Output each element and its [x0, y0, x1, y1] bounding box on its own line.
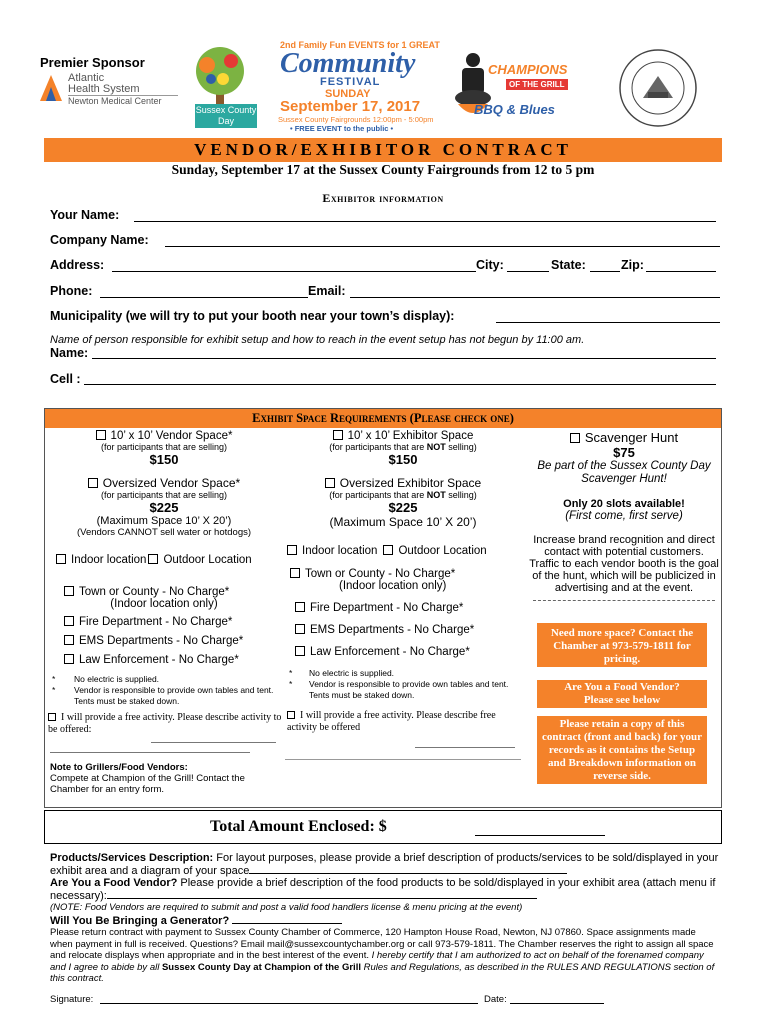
vendor-bullet-2: Vendor is responsible to provide own tables and tent. Tents must be staked down.	[74, 685, 274, 706]
vendor-space-option[interactable]	[46, 430, 282, 442]
vendor-space-checkbox[interactable]	[96, 430, 106, 440]
signature-label: Signature:	[50, 994, 94, 1005]
city-label: City:	[476, 258, 504, 272]
vendor-location-options	[46, 554, 282, 566]
oversized-exhibitor-note-b: selling)	[445, 490, 477, 500]
state-field[interactable]	[590, 271, 620, 272]
exhibitor-activity-option[interactable]	[285, 710, 521, 734]
vendor-law-option[interactable]	[46, 654, 282, 666]
sponsor-name-line3: Newton Medical Center	[68, 95, 178, 106]
col-scavenger	[527, 430, 721, 805]
exhibitor-fire-label: Fire Department - No Charge*	[310, 602, 464, 614]
vendor-space-label: 10’ x 10’ Vendor Space*	[110, 430, 233, 442]
exhibitor-max-space: (Maximum Space 10’ X 20’)	[329, 515, 477, 529]
exhibitor-bullet-2: Vendor is responsible to provide own tables and tent. Tents must be staked down.	[309, 679, 509, 700]
vendor-note: (for participants that are selling)	[100, 442, 228, 452]
exhibit-space-header	[45, 409, 721, 428]
total-box	[44, 810, 722, 844]
responsible-name-field[interactable]	[92, 358, 716, 359]
page-title: VENDOR/EXHIBITOR CONTRACT	[194, 140, 572, 159]
certify-a: I hereby certify that I am authorized to act on behalf of the forenamed company and I agree to abide by all	[50, 950, 704, 973]
premier-sponsor-block	[40, 55, 180, 115]
scavenger-option[interactable]	[527, 430, 721, 445]
city-field[interactable]	[507, 271, 549, 272]
address-field[interactable]	[112, 271, 476, 272]
exhibitor-note-b: selling)	[445, 442, 477, 452]
certify-c: Rules and Regulations, as described in the RULES AND REGULATIONS section of this contract.	[50, 961, 715, 984]
oversized-exhibitor-option[interactable]	[285, 476, 521, 490]
exhibitor-ems-checkbox[interactable]	[295, 624, 305, 634]
exhibitor-info-heading: Exhibitor information	[322, 191, 444, 205]
champions-logo	[448, 52, 588, 122]
exhibitor-indoor-checkbox[interactable]	[287, 545, 297, 555]
generator-label: Will You Be Bringing a Generator?	[50, 915, 230, 927]
oversized-vendor-price: $225	[149, 500, 179, 515]
vendor-indoor-label: Indoor location	[71, 554, 147, 566]
exhibitor-note-a: (for participants that are	[329, 442, 427, 452]
vendor-outdoor-checkbox[interactable]	[148, 554, 158, 564]
vendor-town-label: Town or County - No Charge*	[79, 586, 230, 598]
cell-label: Cell :	[50, 372, 81, 386]
exhibitor-note	[285, 442, 521, 452]
return-text: Please return contract with payment to Sussex County Chamber of Commerce, 120 Hampton House Road, Newton, NJ 07860. Space assignments made when payment in full is received. Questions? Email mail@sussexcountychamber.org or call 973-579-1811. The Chamber reserves the right to assign all space and relocate displays when appropriate and in the best interest of the event.	[50, 927, 714, 961]
sussex-day-line1: Sussex County	[195, 105, 257, 115]
festival-word: FESTIVAL	[320, 76, 381, 88]
oversized-exhibitor-note	[285, 490, 521, 500]
vendor-fire-checkbox[interactable]	[64, 616, 74, 626]
total-label: Total Amount Enclosed: $	[210, 818, 387, 835]
oversized-exhibitor-checkbox[interactable]	[325, 478, 335, 488]
scavenger-increase: Increase brand recognition and direct contact with potential customers. Traffic to each vendor booth is the goal of the hunt, which will be publicized in advertising and at the event.	[529, 534, 719, 594]
exhibit-space-heading: Exhibit Space Requirements (Please check one)	[252, 411, 514, 425]
exhibitor-outdoor-checkbox[interactable]	[383, 545, 393, 555]
retain-copy-box	[537, 716, 707, 784]
food-note: (NOTE: Food Vendors are required to submit and post a valid food handlers license & menu pricing at the event)	[50, 902, 523, 913]
sussex-day-badge	[195, 104, 257, 128]
col-vendor	[46, 430, 282, 805]
scavenger-slots: Only 20 slots available!	[563, 498, 685, 510]
vendor-activity-option[interactable]	[46, 712, 282, 736]
your-name-label: Your Name:	[50, 208, 120, 222]
exhibitor-town-checkbox[interactable]	[290, 568, 300, 578]
oversized-vendor-note: (for participants that are selling)	[100, 490, 228, 500]
exhibitor-fire-option[interactable]	[285, 602, 521, 614]
vendor-ems-option[interactable]	[46, 635, 282, 647]
bbq-blues: BBQ & Blues	[474, 102, 555, 117]
exhibitor-law-option[interactable]	[285, 646, 521, 658]
festival-date: September 17, 2017	[280, 98, 421, 115]
generator-row	[50, 914, 720, 927]
total-amount-field[interactable]	[475, 835, 605, 836]
food-vendor-text: Are You a Food Vendor? Please see below	[564, 681, 680, 706]
vendor-no-sell: (Vendors CANNOT sell water or hotdogs)	[76, 527, 252, 538]
exhibitor-law-label: Law Enforcement - No Charge*	[310, 646, 470, 658]
vendor-town-option[interactable]	[46, 586, 282, 598]
chamber-seal	[618, 48, 698, 128]
certify-b: Sussex County Day at Champion of the Grill	[161, 961, 361, 973]
responsible-note: Name of person responsible for exhibit setup and how to reach in the event setup has not begun by 11:00 am.	[50, 334, 585, 346]
exhibitor-town-option[interactable]	[285, 568, 521, 580]
vendor-ems-label: EMS Departments - No Charge*	[79, 635, 244, 647]
oversized-vendor-option[interactable]	[46, 476, 282, 490]
exhibitor-law-checkbox[interactable]	[295, 646, 305, 656]
exhibitor-town-label: Town or County - No Charge*	[305, 568, 456, 580]
festival-logo	[180, 38, 440, 133]
signature-field[interactable]	[100, 1003, 478, 1004]
vendor-indoor-checkbox[interactable]	[56, 554, 66, 564]
oversized-exhibitor-label: Oversized Exhibitor Space	[339, 476, 482, 490]
festival-day: SUNDAY	[325, 88, 371, 100]
exhibitor-price: $150	[388, 452, 418, 467]
sponsor-name-line1: Atlantic	[68, 72, 105, 84]
vendor-bullets: * No electric is supplied. * Vendor is responsible to provide own tables and tent. Tents must be staked down.	[52, 674, 274, 706]
products-text: For layout purposes, please provide a brief description of products/services to be sold/displayed in your exhibit area and a diagram of your space	[50, 852, 719, 877]
food-title: Are You a Food Vendor?	[50, 877, 178, 889]
col-exhibitor	[285, 430, 521, 760]
vendor-law-label: Law Enforcement - No Charge*	[79, 654, 239, 666]
email-label: Email:	[308, 284, 346, 298]
vendor-activity-line-1[interactable]	[151, 742, 276, 743]
need-space-text: Need more space? Contact the Chamber at 973-579-1811 for pricing.	[550, 627, 694, 665]
vendor-activity-label: I will provide a free activity. Please describe activity to be offered:	[48, 712, 282, 735]
food-field[interactable]	[107, 889, 537, 899]
municipality-field[interactable]	[496, 322, 720, 323]
vendor-price: $150	[149, 452, 179, 467]
generator-field[interactable]	[232, 914, 342, 924]
oversized-vendor-checkbox[interactable]	[88, 478, 98, 488]
vendor-max-space: (Maximum Space 10’ X 20’)	[96, 515, 232, 527]
phone-field[interactable]	[100, 297, 308, 298]
scavenger-divider	[533, 600, 715, 601]
vendor-town-note: (Indoor location only)	[110, 598, 218, 610]
need-space-box	[537, 623, 707, 667]
exhibitor-bullets: * No electric is supplied. * Vendor is responsible to provide own tables and tent. Tents must be staked down.	[289, 668, 509, 700]
exhibitor-activity-checkbox[interactable]	[287, 711, 295, 719]
page-subtitle: Sunday, September 17 at the Sussex County Fairgrounds from 12 to 5 pm	[171, 162, 595, 177]
grillers-title: Note to Grillers/Food Vendors:	[50, 762, 188, 773]
scavenger-label: Scavenger Hunt	[584, 430, 679, 445]
products-field[interactable]	[249, 864, 567, 874]
sponsor-name-line2: Health System	[68, 83, 140, 95]
sussex-day-line2: Day	[217, 116, 234, 126]
exhibitor-location-options	[285, 545, 521, 557]
vendor-activity-checkbox[interactable]	[48, 713, 56, 721]
exhibitor-note-not: NOT	[426, 442, 446, 452]
scavenger-desc: Be part of the Sussex County Day Scavenger Hunt!	[537, 460, 711, 485]
vendor-town-checkbox[interactable]	[64, 586, 74, 596]
vendor-fire-option[interactable]	[46, 616, 282, 628]
scavenger-first-come: (First come, first serve)	[565, 510, 683, 522]
food-paragraph	[50, 877, 720, 902]
exhibitor-space-checkbox[interactable]	[333, 430, 343, 440]
sponsor-logo-icon	[40, 75, 62, 101]
products-paragraph	[50, 852, 720, 877]
responsible-name-label: Name:	[50, 346, 89, 360]
exhibitor-town-note: (Indoor location only)	[339, 580, 447, 592]
food-vendor-box	[537, 680, 707, 708]
exhibitor-ems-option[interactable]	[285, 624, 521, 636]
vendor-ems-checkbox[interactable]	[64, 635, 74, 645]
products-title: Products/Services Description:	[50, 852, 214, 864]
oversized-exhibitor-note-not: NOT	[426, 490, 446, 500]
vendor-fire-label: Fire Department - No Charge*	[79, 616, 233, 628]
vendor-bullet-1: No electric is supplied.	[74, 674, 160, 684]
grillers-note	[50, 762, 275, 795]
company-name-label: Company Name:	[50, 233, 149, 247]
address-label: Address:	[50, 258, 105, 272]
your-name-field[interactable]	[134, 221, 716, 222]
exhibitor-activity-line[interactable]	[415, 747, 515, 748]
exhibitor-ems-label: EMS Departments - No Charge*	[310, 624, 475, 636]
exhibitor-fire-checkbox[interactable]	[295, 602, 305, 612]
scavenger-checkbox[interactable]	[570, 433, 580, 443]
exhibitor-space-label: 10’ x 10’ Exhibitor Space	[347, 430, 474, 442]
retain-copy-text: Please retain a copy of this contract (front and back) for your records as it contains the Setup and Breakdown information on reverse side.	[542, 718, 702, 782]
cell-field[interactable]	[84, 384, 716, 385]
company-name-field[interactable]	[165, 246, 720, 247]
vendor-outdoor-label: Outdoor Location	[163, 554, 252, 566]
municipality-label: Municipality (we will try to put your booth near your town’s display):	[50, 309, 455, 323]
zip-label: Zip:	[621, 258, 644, 272]
champions-title: CHAMPIONS	[488, 62, 568, 77]
scavenger-price: $75	[613, 445, 635, 460]
phone-label: Phone:	[50, 284, 93, 298]
vendor-law-checkbox[interactable]	[64, 654, 74, 664]
seal-text	[618, 81, 698, 91]
footer-section	[50, 852, 720, 985]
grillers-text: Compete at Champion of the Grill! Contact the Chamber for an entry form.	[50, 773, 245, 795]
date-field[interactable]	[510, 1003, 604, 1004]
exhibitor-indoor-label: Indoor location	[302, 545, 378, 557]
state-label: State:	[551, 258, 586, 272]
vendor-activity-line-2[interactable]	[50, 752, 250, 753]
oversized-exhibitor-price: $225	[388, 500, 418, 515]
champions-subtitle: OF THE GRILL	[506, 79, 568, 90]
festival-banner-top: 2nd Family Fun EVENTS for 1 GREAT	[280, 40, 440, 50]
oversized-vendor-label: Oversized Vendor Space*	[102, 476, 241, 490]
title-bar	[44, 138, 722, 162]
exhibitor-space-option[interactable]	[285, 430, 521, 442]
oversized-exhibitor-note-a: (for participants that are	[329, 490, 427, 500]
return-paragraph	[50, 927, 720, 985]
food-text: Please provide a brief description of the food products to be sold/displayed in your exhibit area (attach menu if necessary):	[50, 877, 716, 902]
exhibitor-outdoor-label: Outdoor Location	[398, 545, 487, 557]
festival-location: Sussex County Fairgrounds 12:00pm - 5:00pm	[278, 115, 434, 124]
zip-field[interactable]	[646, 271, 716, 272]
exhibitor-bullet-1: No electric is supplied.	[309, 668, 395, 678]
festival-community: Community	[280, 48, 416, 79]
festival-free: • FREE EVENT to the public •	[290, 124, 394, 133]
email-field[interactable]	[350, 297, 720, 298]
date-label: Date:	[484, 994, 507, 1005]
premier-sponsor-label: Premier Sponsor	[40, 55, 145, 70]
exhibitor-activity-label: I will provide a free activity. Please describe free activity be offered	[287, 710, 496, 733]
